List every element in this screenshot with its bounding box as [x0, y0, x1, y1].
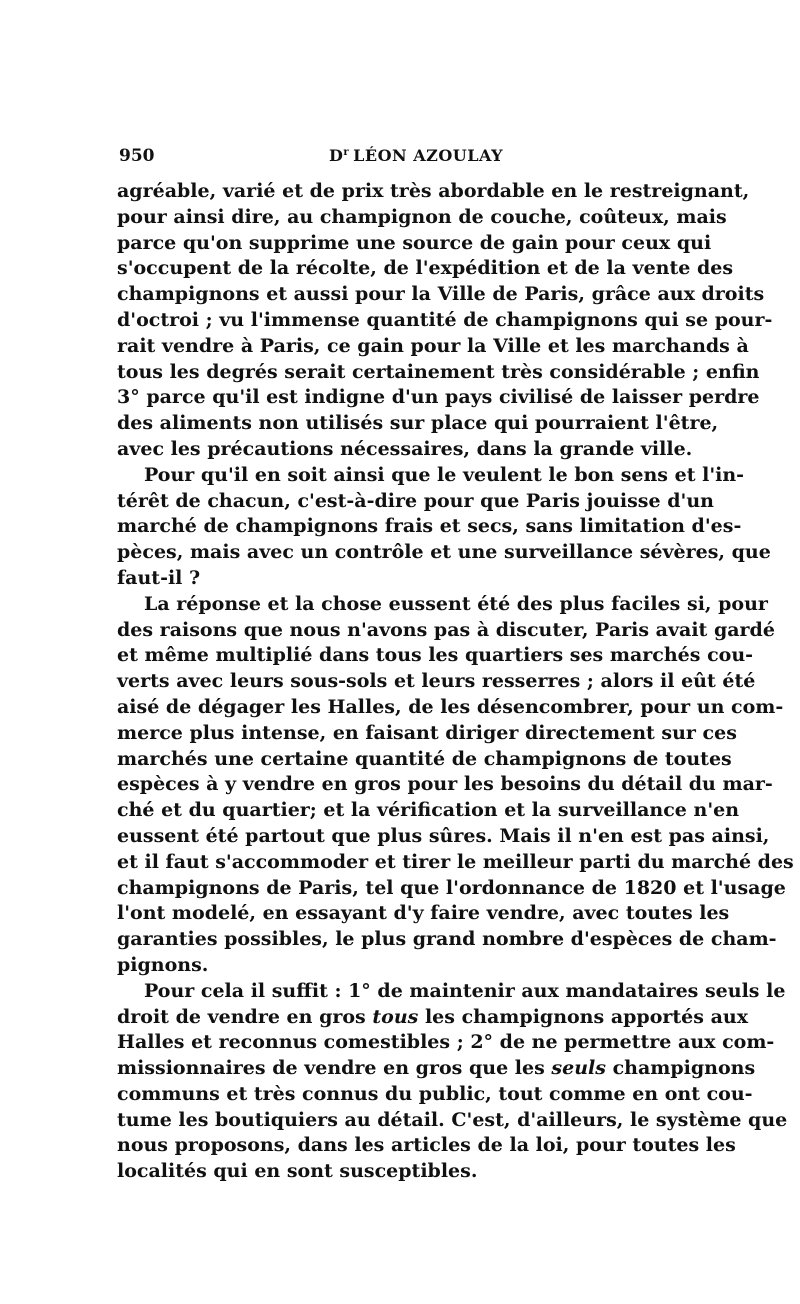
text-line: tous les degrés serait certainement très considérable ; enfin: [117, 360, 760, 383]
text-line: verts avec leurs sous-sols et leurs resserres ; alors il eût été: [117, 670, 756, 693]
text-line: missionnaires de vendre en gros que les seuls champignons: [117, 1057, 756, 1080]
text-line: Pour qu'il en soit ainsi que le veulent le bon sens et l'in-: [144, 463, 745, 486]
text-line: marché de champignons frais et secs, sans limitation d'es-: [117, 515, 742, 538]
text-line: 3° parce qu'il est indigne d'un pays civilisé de laisser perdre: [117, 386, 760, 409]
paragraph-1: [117, 179, 773, 463]
author-sup: r: [343, 146, 350, 158]
text-line: rait vendre à Paris, ce gain pour la Ville et les marchands à: [117, 334, 749, 357]
text-line: droit de vendre en gros tous les champignons apportés aux: [117, 1005, 749, 1028]
text-line: avec les précautions nécessaires, dans la grande ville.: [117, 437, 693, 460]
text-line: pignons.: [117, 953, 209, 976]
text-line: communs et très connus du public, tout comme en ont cou-: [117, 1082, 753, 1105]
text-line: pour ainsi dire, au champignon de couche, coûteux, mais: [117, 205, 727, 228]
text-line: garanties possibles, le plus grand nombre d'espèces de cham-: [117, 928, 777, 951]
text-line: nous proposons, dans les articles de la loi, pour toutes les: [117, 1134, 736, 1157]
text-line: pèces, mais avec un contrôle et une surveillance sévères, que: [117, 541, 771, 564]
text-line: térêt de chacun, c'est-à-dire pour que Paris jouisse d'un: [117, 489, 714, 512]
text-line: des raisons que nous n'avons pas à discuter, Paris avait gardé: [117, 618, 775, 641]
body-text: [117, 179, 794, 1185]
text-line: et il faut s'accommoder et tirer le meilleur parti du marché des: [117, 850, 794, 873]
text-line: faut-il ?: [117, 566, 201, 589]
text-line: d'octroi ; vu l'immense quantité de champignons qui se pour-: [117, 308, 773, 331]
text-line: des aliments non utilisés sur place qui pourraient l'être,: [117, 412, 719, 435]
text-line: agréable, varié et de prix très abordable en le restreignant,: [117, 180, 750, 202]
text-line: champignons et aussi pour la Ville de Paris, grâce aux droits: [117, 283, 765, 306]
text-line: Halles et reconnus comestibles ; 2° de ne permettre aux com-: [117, 1031, 775, 1054]
text-line: localités qui en sont susceptibles.: [117, 1160, 478, 1183]
author-name: [329, 146, 503, 165]
text-line: champignons de Paris, tel que l'ordonnance de 1820 et l'usage: [117, 876, 786, 899]
italic-word: tous: [372, 1005, 419, 1028]
text-line: Pour cela il suffit : 1° de maintenir aux mandataires seuls le: [144, 979, 786, 1002]
text-line: ché et du quartier; et la vérification et la surveillance n'en: [117, 799, 740, 822]
paragraph-3: [117, 592, 794, 979]
text-line: s'occupent de la récolte, de l'expédition et de la vente des: [117, 257, 734, 280]
page-number: 950: [119, 146, 155, 166]
text-line: parce qu'on supprime une source de gain pour ceux qui: [117, 231, 712, 254]
text-line: l'ont modelé, en essayant d'y faire vendre, avec toutes les: [117, 902, 730, 925]
text-line: aisé de dégager les Halles, de les désencombrer, pour un com-: [117, 695, 784, 718]
paragraph-2: [117, 463, 771, 592]
text-line: espèces à y vendre en gros pour les besoins du détail du mar-: [117, 773, 773, 796]
paragraph-4: [117, 979, 788, 1185]
text-line: marchés une certaine quantité de champignons de toutes: [117, 747, 732, 770]
author-prefix: D: [329, 146, 344, 165]
text-line: eussent été partout que plus sûres. Mais il n'en est pas ainsi,: [117, 824, 770, 847]
italic-word: seuls: [551, 1057, 606, 1080]
text-line: et même multiplié dans tous les quartiers ses marchés cou-: [117, 644, 754, 667]
text-line: La réponse et la chose eussent été des plus faciles si, pour: [144, 592, 768, 615]
author-surname: LÉON AZOULAY: [353, 146, 504, 165]
text-line: tume les boutiquiers au détail. C'est, d'ailleurs, le système que: [117, 1108, 788, 1131]
running-head: [119, 146, 684, 168]
text-line: merce plus intense, en faisant diriger directement sur ces: [117, 721, 737, 744]
